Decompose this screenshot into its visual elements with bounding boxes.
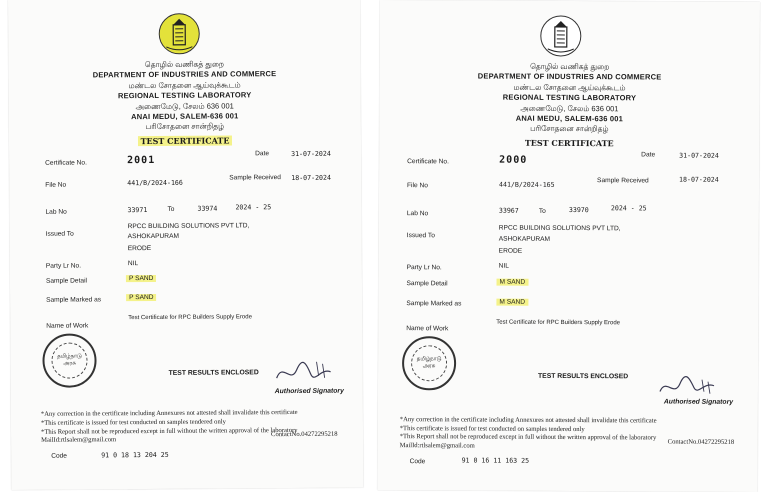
name-of-work-label: Name of Work <box>46 322 88 329</box>
seal-text: தமிழ்நாடு அரசு <box>411 345 447 381</box>
tamil-address: அணைமேடு, சேலம் 636 001 <box>379 103 759 115</box>
issued-to-line2: ASHOKAPURAM <box>128 233 179 240</box>
to-label: To <box>539 208 546 215</box>
year: 2024 - 25 <box>235 203 271 211</box>
department-title: DEPARTMENT OF INDUSTRIES AND COMMERCE <box>380 71 760 82</box>
sample-marked: M SAND <box>496 299 528 306</box>
file-no-label: File No <box>45 182 66 189</box>
lab-no-label: Lab No <box>407 210 428 217</box>
lab-no-to: 33970 <box>569 206 589 214</box>
tamil-certificate: பரிசோதனை சான்றிதழ் <box>9 121 361 133</box>
note-reproduction: *This Report shall not be reproduced except in full without the written approval of the laboratory <box>400 433 657 441</box>
file-no: 441/B/2024-166 <box>127 179 183 187</box>
signature <box>273 358 337 386</box>
code-label: Code <box>51 453 67 460</box>
sample-marked-label: Sample Marked as <box>46 296 101 303</box>
certificate-title: TEST CERTIFICATE <box>525 138 614 148</box>
contact-no: ContactNo.04272295218 <box>668 439 735 446</box>
tamil-lab: மண்டல சோதனை ஆய்வுக்கூடம் <box>9 80 361 92</box>
certificate-title: TEST CERTIFICATE <box>138 135 233 146</box>
party-lr-label: Party Lr No. <box>407 264 442 271</box>
issued-to-line2: ASHOKAPURAM <box>499 236 550 243</box>
sample-detail: P SAND <box>126 275 156 282</box>
tamil-certificate: பரிசோதனை சான்றிதழ் <box>379 123 759 135</box>
test-results-enclosed: TEST RESULTS ENCLOSED <box>538 373 628 380</box>
file-no-label: File No <box>407 182 428 189</box>
address: ANAI MEDU, SALEM-636 001 <box>9 111 361 122</box>
sample-marked: P SAND <box>126 294 156 301</box>
note-correction: *Any correction in the certificate including Annexures not attested shall invalidate this certificate <box>41 409 298 418</box>
sample-detail-label: Sample Detail <box>406 280 447 287</box>
certificate-no: 2000 <box>499 155 527 166</box>
to-label: To <box>167 206 174 213</box>
office-seal <box>402 336 456 390</box>
sample-detail: M SAND <box>497 279 529 286</box>
mail-id: MailId:rtlsalem@gmail.com <box>41 436 116 444</box>
issued-to-line1: RPCC BUILDING SOLUTIONS PVT LTD, <box>499 225 621 233</box>
lab-no-label: Lab No <box>45 209 66 216</box>
authorised-signatory: Authorised Signatory <box>664 398 733 405</box>
issued-to-line3: ERODE <box>499 248 522 255</box>
name-of-work: Test Certificate for RPC Builders Supply Erode <box>496 320 620 327</box>
seal-text: தமிழ்நாடு அரசு <box>51 342 87 378</box>
sample-received-label: Sample Received <box>597 177 649 184</box>
tamil-nadu-emblem-icon <box>540 15 582 57</box>
note-reproduction: *This Report shall not be reproduced except in full without the written approval of the laboratory <box>41 427 298 436</box>
tamil-lab: மண்டல சோதனை ஆய்வுக்கூடம் <box>380 82 760 94</box>
name-of-work-label: Name of Work <box>406 325 448 332</box>
office-seal <box>42 333 96 387</box>
sample-marked-label: Sample Marked as <box>406 300 461 307</box>
certificate-2001 <box>8 0 363 490</box>
note-samples: *This certificate is issued for test conducted on samples tendered only <box>400 425 585 433</box>
date-label: Date <box>255 150 269 157</box>
party-lr: NIL <box>128 260 138 267</box>
issued-to-line1: RPCC BUILDING SOLUTIONS PVT LTD, <box>128 222 250 230</box>
test-results-enclosed: TEST RESULTS ENCLOSED <box>169 369 259 377</box>
note-samples: *This certificate is issued for test conducted on samples tendered only <box>41 418 226 426</box>
sample-received: 18-07-2024 <box>679 176 719 184</box>
sample-received: 18-07-2024 <box>291 174 331 182</box>
code: 91 0 16 11 163 25 <box>462 456 530 464</box>
lab-no-from: 33971 <box>127 206 147 214</box>
certificate-no: 2001 <box>127 155 155 166</box>
file-no: 441/B/2024-165 <box>499 181 555 189</box>
party-lr: NIL <box>499 263 509 270</box>
lab-no-to: 33974 <box>197 205 217 213</box>
year: 2024 - 25 <box>611 204 647 212</box>
tamil-department: தொழில் வணிகத் துறை <box>380 61 760 73</box>
code: 91 0 18 13 204 25 <box>101 451 169 459</box>
date: 31-07-2024 <box>291 150 331 158</box>
name-of-work: Test Certificate for RPC Builders Supply Erode <box>128 314 252 321</box>
date-label: Date <box>641 151 655 158</box>
signature <box>656 373 720 399</box>
department-title: DEPARTMENT OF INDUSTRIES AND COMMERCE <box>8 69 360 80</box>
tamil-department: தொழில் வணிகத் துறை <box>8 59 360 71</box>
issued-to-label: Issued To <box>46 231 74 238</box>
tamil-nadu-emblem-icon <box>158 13 200 55</box>
certificate-2000 <box>377 0 760 492</box>
mail-id: MailId:rtlsalem@gmail.com <box>400 442 475 449</box>
authorised-signatory: Authorised Signatory <box>275 388 344 395</box>
sample-detail-label: Sample Detail <box>46 277 87 284</box>
tamil-address: அணைமேடு, சேலம் 636 001 <box>9 101 361 113</box>
code-label: Code <box>410 458 426 465</box>
party-lr-label: Party Lr No. <box>46 262 81 269</box>
address: ANAI MEDU, SALEM-636 001 <box>379 113 759 124</box>
date: 31-07-2024 <box>679 152 719 160</box>
certificate-no-label: Certificate No. <box>407 158 449 165</box>
lab-title: REGIONAL TESTING LABORATORY <box>9 90 361 101</box>
note-correction: *Any correction in the certificate including Annexures not attested shall invalidate this certificate <box>400 416 657 424</box>
certificate-no-label: Certificate No. <box>45 159 87 166</box>
issued-to-line3: ERODE <box>128 245 152 252</box>
issued-to-label: Issued To <box>407 232 435 239</box>
contact-no: ContactNo.04272295218 <box>271 431 338 438</box>
lab-title: REGIONAL TESTING LABORATORY <box>379 92 759 103</box>
sample-received-label: Sample Received <box>229 174 281 181</box>
lab-no-from: 33967 <box>499 207 519 215</box>
